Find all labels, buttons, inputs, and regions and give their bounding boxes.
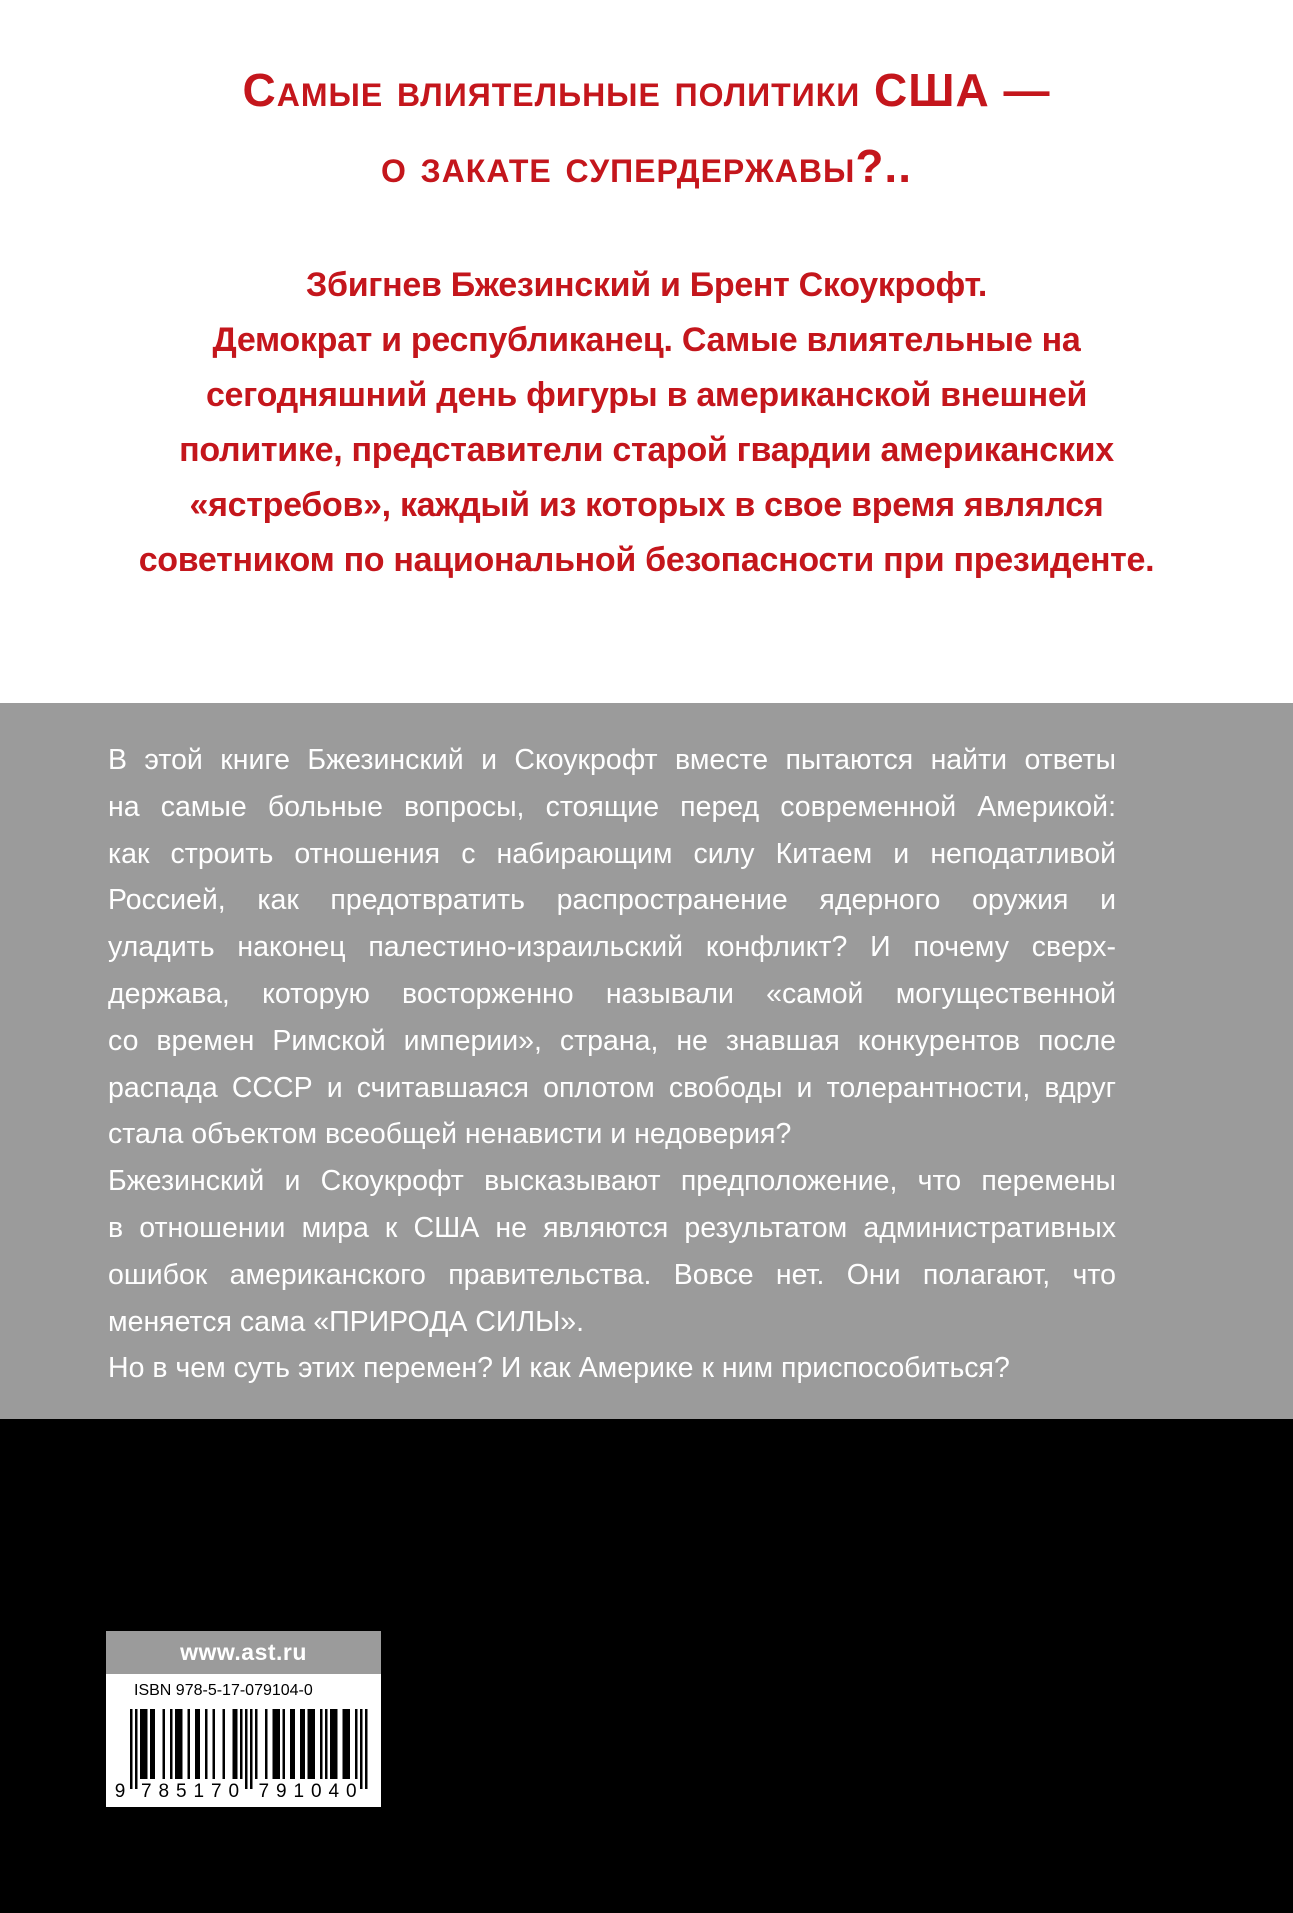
- barcode-bar: [345, 1709, 348, 1779]
- barcode-bar: [355, 1709, 358, 1779]
- barcode-digit: 9: [114, 1781, 126, 1802]
- barcode-bar: [233, 1709, 236, 1779]
- barcode-bar: [313, 1709, 316, 1779]
- body-line: распада СССР и считавшаяся оплотом свободы и толерантности, вдруг: [108, 1071, 1116, 1104]
- headline-line-2: о закате супердержавы?..: [380, 140, 912, 192]
- intro-line: политике, представители старой гвардии американских: [179, 431, 1114, 469]
- body-line: уладить наконец палестино-израильский конфликт? И почему сверх-: [108, 931, 1116, 964]
- barcode-bar: [195, 1709, 198, 1779]
- body-line: Россией, как предотвратить распространение ядерного оружия и: [108, 884, 1116, 917]
- barcode-bar: [325, 1709, 328, 1779]
- barcode-bar: [180, 1709, 183, 1779]
- barcode-bar: [240, 1709, 243, 1779]
- body-line: как строить отношения с набирающим силу Китаем и неподатливой: [108, 837, 1116, 870]
- body-line: в отношении мира к США не являются результатом административных: [108, 1211, 1116, 1244]
- isbn-label: ISBN 978-5-17-079104-0: [134, 1682, 313, 1699]
- barcode-digit: 0: [310, 1781, 322, 1802]
- barcode-digit: 1: [193, 1781, 205, 1802]
- intro-paragraph: [80, 258, 1213, 588]
- barcode-digit: 5: [175, 1781, 187, 1802]
- barcode-digit: 9: [275, 1781, 287, 1802]
- barcode-bar: [223, 1709, 226, 1779]
- barcode-bar: [255, 1709, 258, 1779]
- barcode-bar: [153, 1709, 156, 1779]
- barcode-bar: [278, 1709, 281, 1779]
- barcode-bar: [283, 1709, 286, 1779]
- barcode-bar: [140, 1709, 143, 1779]
- barcode-box: [106, 1631, 381, 1807]
- barcode-bar: [343, 1709, 346, 1779]
- barcode-bar: [245, 1709, 248, 1789]
- intro-line: Збигнев Бжезинский и Брент Скоукрофт.: [306, 266, 987, 304]
- barcode-bar: [143, 1709, 146, 1779]
- intro-line: «ястребов», каждый из которых в свое время являлся: [189, 486, 1104, 524]
- barcode-bar: [365, 1709, 368, 1789]
- barcode-bar: [163, 1709, 166, 1779]
- barcode-bar: [310, 1709, 313, 1779]
- barcode-bar: [303, 1709, 306, 1779]
- barcode-bar: [320, 1709, 323, 1779]
- barcode-bar: [213, 1709, 216, 1779]
- website-label: www.ast.ru: [106, 1631, 381, 1674]
- barcode-graphic: [112, 1709, 375, 1803]
- barcode-bar: [130, 1709, 133, 1789]
- barcode-bar: [235, 1709, 238, 1779]
- barcode-bar: [360, 1709, 363, 1789]
- barcode-bar: [150, 1709, 153, 1779]
- barcode-bar: [135, 1709, 138, 1789]
- body-line: со времен Римской империи», страна, не знавшая конкурентов после: [108, 1024, 1116, 1057]
- barcode-bar: [335, 1709, 338, 1779]
- barcode-bar: [308, 1709, 311, 1779]
- barcode-bar: [330, 1709, 333, 1779]
- body-line: ошибок американского правительства. Вовсе нет. Они полагают, что: [108, 1258, 1116, 1291]
- body-line: стала объектом всеобщей ненависти и недоверия?: [108, 1118, 792, 1151]
- barcode-digit: 7: [258, 1781, 270, 1802]
- barcode-bar: [205, 1709, 208, 1779]
- barcode-bar: [348, 1709, 351, 1779]
- headline-line-1: Самые влиятельные политики США —: [242, 64, 1051, 116]
- barcode-bar: [293, 1709, 296, 1779]
- barcode-digit: 0: [228, 1781, 240, 1802]
- body-line: В этой книге Бжезинский и Скоукрофт вместе пытаются найти ответы: [108, 744, 1116, 776]
- barcode-digit: 7: [140, 1781, 152, 1802]
- barcode-digit: 4: [328, 1781, 340, 1802]
- barcode-bar: [265, 1709, 268, 1779]
- barcode-digit: 1: [293, 1781, 305, 1802]
- barcode-bar: [188, 1709, 191, 1779]
- body-line: Бжезинский и Скоукрофт высказывают предположение, что перемены: [108, 1165, 1116, 1198]
- body-line: держава, которую восторженно называли «самой могущественной: [108, 977, 1116, 1010]
- body-line: Но в чем суть этих перемен? И как Америке к ним приспособиться?: [108, 1352, 1010, 1385]
- barcode-bar: [300, 1709, 303, 1779]
- body-line: меняется сама «ПРИРОДА СИЛЫ».: [108, 1305, 585, 1338]
- top-section: [0, 0, 1293, 703]
- barcode-bar: [198, 1709, 201, 1779]
- intro-line: сегодняшний день фигуры в американской внешней: [205, 376, 1088, 414]
- grey-section: [0, 703, 1293, 1419]
- barcode-bar: [178, 1709, 181, 1779]
- intro-line: Демократ и республиканец. Самые влиятельные на: [212, 321, 1081, 359]
- headline: [0, 52, 1293, 204]
- barcode-bar: [333, 1709, 336, 1779]
- barcode-bar: [250, 1709, 253, 1789]
- barcode-bar: [145, 1709, 148, 1779]
- barcode-bar: [170, 1709, 173, 1779]
- barcode-bar: [273, 1709, 276, 1779]
- barcode-bar: [290, 1709, 293, 1779]
- barcode-digit: 8: [158, 1781, 170, 1802]
- intro-line: советником по национальной безопасности при президенте.: [138, 541, 1155, 579]
- barcode-digit: 0: [345, 1781, 357, 1802]
- barcode-bar: [175, 1709, 178, 1779]
- body-line: на самые больные вопросы, стоящие перед современной Америкой:: [108, 790, 1116, 823]
- barcode-bar: [275, 1709, 278, 1779]
- description-text: [108, 737, 1116, 1392]
- barcode-digit: 7: [210, 1781, 222, 1802]
